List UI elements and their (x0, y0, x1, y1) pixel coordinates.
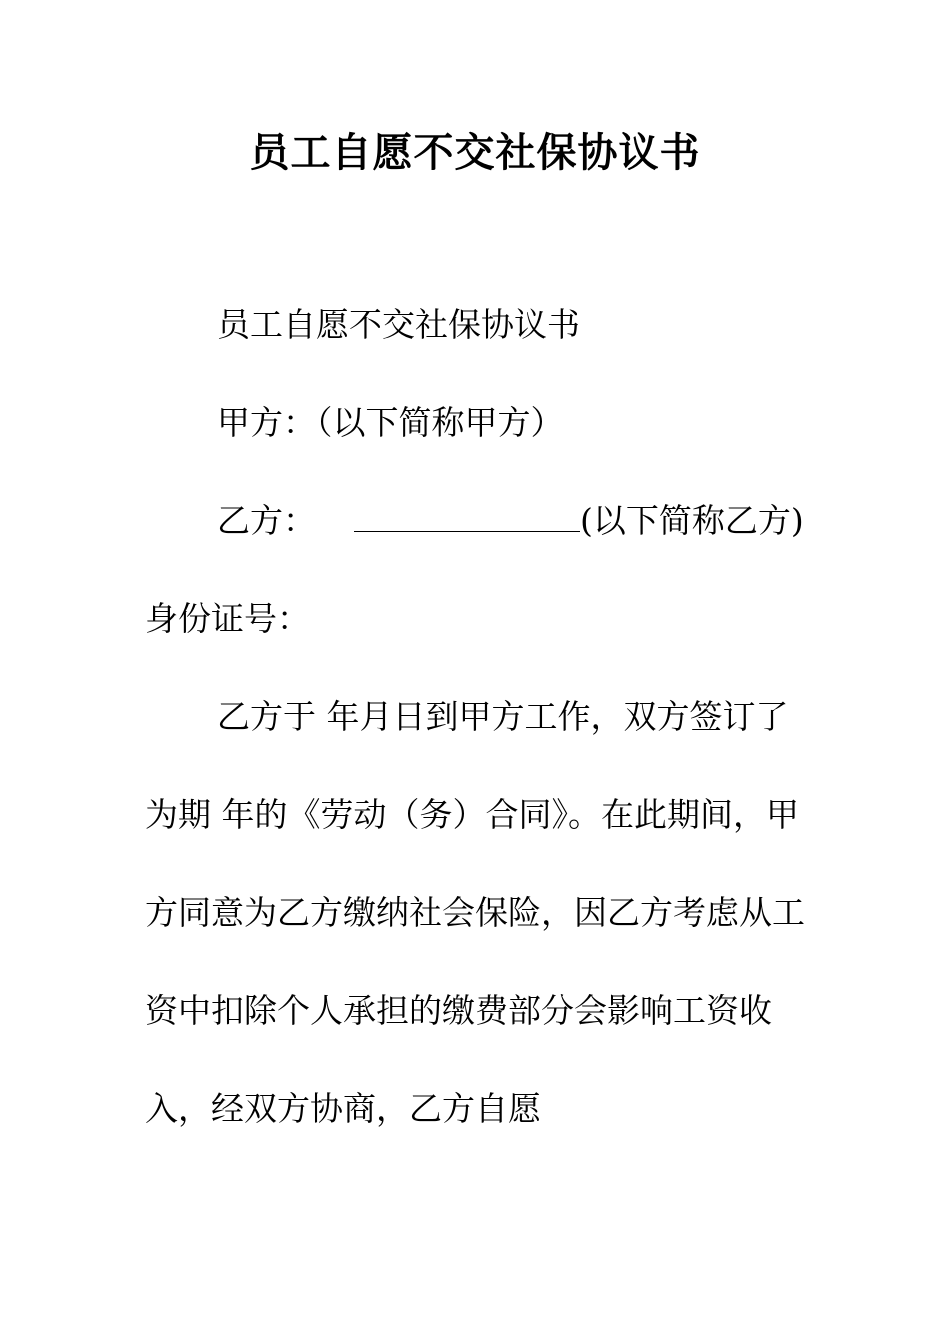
paragraph-body: 乙方于 年月日到甲方工作，双方签订了为期 年的《劳动（务）合同》。在此期间，甲方同意为乙方缴纳社会保险，因乙方考虑从工资中扣除个人承担的缴费部分会影响工资收入，经双方协商，乙方自愿 (145, 697, 805, 1128)
paragraph-heading: 员工自愿不交社保协议书 (217, 305, 580, 344)
paragraph-party-a: 甲方：（以下简称甲方） (217, 403, 564, 442)
document-title: 员工自愿不交社保协议书 (249, 129, 701, 176)
party-b-blank-line (354, 511, 580, 532)
party-b-label: 乙方： (217, 501, 316, 540)
party-b-rest: (以下简称乙方)身份证号： (145, 501, 804, 638)
paragraph-party-b (145, 472, 805, 668)
